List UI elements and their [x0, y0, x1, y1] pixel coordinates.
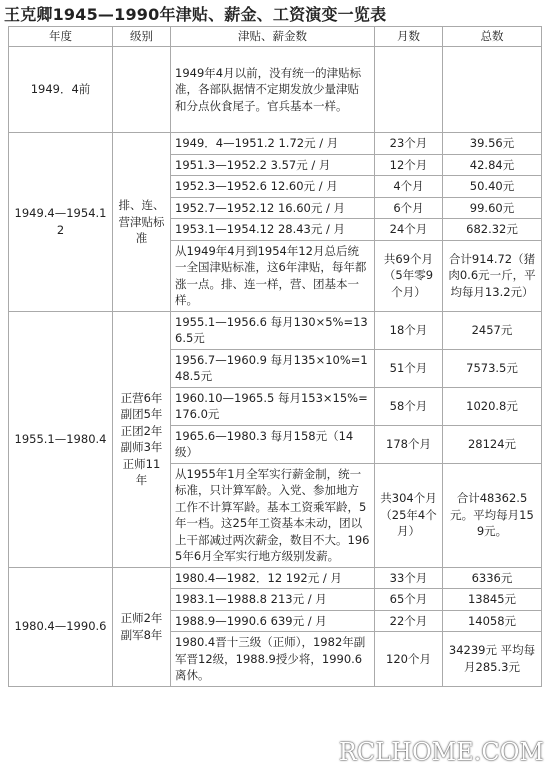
months-cell: 18个月	[375, 311, 443, 349]
table-row	[9, 133, 542, 155]
page-title: 王克卿1945—1990年津贴、薪金、工资演变一览表	[4, 5, 387, 24]
months-cell: 23个月	[375, 133, 443, 155]
total-cell: 6336元	[443, 567, 542, 589]
salary-table	[8, 26, 542, 687]
summary-months-cell: 共304个月（25年4个月）	[375, 463, 443, 567]
months-cell: 65个月	[375, 589, 443, 611]
total-cell: 1020.8元	[443, 387, 542, 425]
desc-cell: 1952.3—1952.6 12.60元 / 月	[171, 176, 375, 198]
level-cell	[113, 47, 171, 133]
year-cell: 1949．4前	[9, 47, 113, 133]
watermark-logo: RCLHOME.COM	[338, 738, 544, 766]
summary-desc-cell: 从1955年1月全军实行薪金制，统一标准，只计算军龄。入党、参加地方工作不计算军龄。基本工资乘军龄，5年一档。这25年工资基本未动，团以上干部减过两次薪金，数目不大。1965年6月全军实行地方级别发薪。	[171, 463, 375, 567]
summary-total-cell: 合计48362.5元。平均每月159元。	[443, 463, 542, 567]
months-cell: 12个月	[375, 154, 443, 176]
desc-cell: 1960.10—1965.5 每月153×15%=176.0元	[171, 387, 375, 425]
total-cell: 50.40元	[443, 176, 542, 198]
desc-cell: 1965.6—1980.3 每月158元（14级）	[171, 425, 375, 463]
total-cell: 7573.5元	[443, 349, 542, 387]
months-cell: 178个月	[375, 425, 443, 463]
summary-total-cell: 34239元 平均每月285.3元	[443, 632, 542, 687]
header-total: 总数	[443, 27, 542, 47]
desc-cell: 1949年4月以前，没有统一的津贴标准，各部队据情不定期发放少量津贴和分点伙食尾子。官兵基本一样。	[171, 47, 375, 133]
header-months: 月数	[375, 27, 443, 47]
desc-cell: 1951.3—1952.2 3.57元 / 月	[171, 154, 375, 176]
year-cell: 1980.4—1990.6	[9, 567, 113, 686]
months-cell	[375, 47, 443, 133]
desc-cell: 1980.4—1982．12 192元 / 月	[171, 567, 375, 589]
year-cell: 1949.4—1954.12	[9, 133, 113, 312]
year-cell: 1955.1—1980.4	[9, 311, 113, 567]
header-amount: 津贴、薪金数	[171, 27, 375, 47]
header-level: 级别	[113, 27, 171, 47]
months-cell: 22个月	[375, 610, 443, 632]
level-cell: 排、连、营津贴标准	[113, 133, 171, 312]
level-cell: 正师2年副军8年	[113, 567, 171, 686]
months-cell: 51个月	[375, 349, 443, 387]
total-cell: 28124元	[443, 425, 542, 463]
level-cell: 正营6年副团5年正团2年副师3年正师11年	[113, 311, 171, 567]
desc-cell: 1983.1—1988.8 213元 / 月	[171, 589, 375, 611]
summary-months-cell: 120个月	[375, 632, 443, 687]
table-row	[9, 47, 542, 133]
summary-desc-cell: 1980.4晋十三级（正师），1982年副军晋12级，1988.9授少将，1990.6离休。	[171, 632, 375, 687]
total-cell: 42.84元	[443, 154, 542, 176]
total-cell: 39.56元	[443, 133, 542, 155]
months-cell: 4个月	[375, 176, 443, 198]
months-cell: 6个月	[375, 197, 443, 219]
desc-cell: 1988.9—1990.6 639元 / 月	[171, 610, 375, 632]
desc-cell: 1952.7—1952.12 16.60元 / 月	[171, 197, 375, 219]
total-cell: 682.32元	[443, 219, 542, 241]
months-cell: 24个月	[375, 219, 443, 241]
months-cell: 33个月	[375, 567, 443, 589]
desc-cell: 1949．4—1951.2 1.72元 / 月	[171, 133, 375, 155]
total-cell: 2457元	[443, 311, 542, 349]
summary-months-cell: 共69个月（5年零9个月）	[375, 240, 443, 311]
header-year: 年度	[9, 27, 113, 47]
summary-total-cell: 合计914.72（猪肉0.6元一斤，平均每月13.2元）	[443, 240, 542, 311]
desc-cell: 1956.7—1960.9 每月135×10%=148.5元	[171, 349, 375, 387]
desc-cell: 1953.1—1954.12 28.43元 / 月	[171, 219, 375, 241]
total-cell	[443, 47, 542, 133]
total-cell: 14058元	[443, 610, 542, 632]
months-cell: 58个月	[375, 387, 443, 425]
total-cell: 13845元	[443, 589, 542, 611]
desc-cell: 1955.1—1956.6 每月130×5%=136.5元	[171, 311, 375, 349]
header-row	[9, 27, 542, 47]
summary-desc-cell: 从1949年4月到1954年12月总后统一全国津贴标准，这6年津贴，每年都涨一点。排、连一样，营、团基本一样。	[171, 240, 375, 311]
table-row	[9, 567, 542, 589]
total-cell: 99.60元	[443, 197, 542, 219]
table-row	[9, 311, 542, 349]
